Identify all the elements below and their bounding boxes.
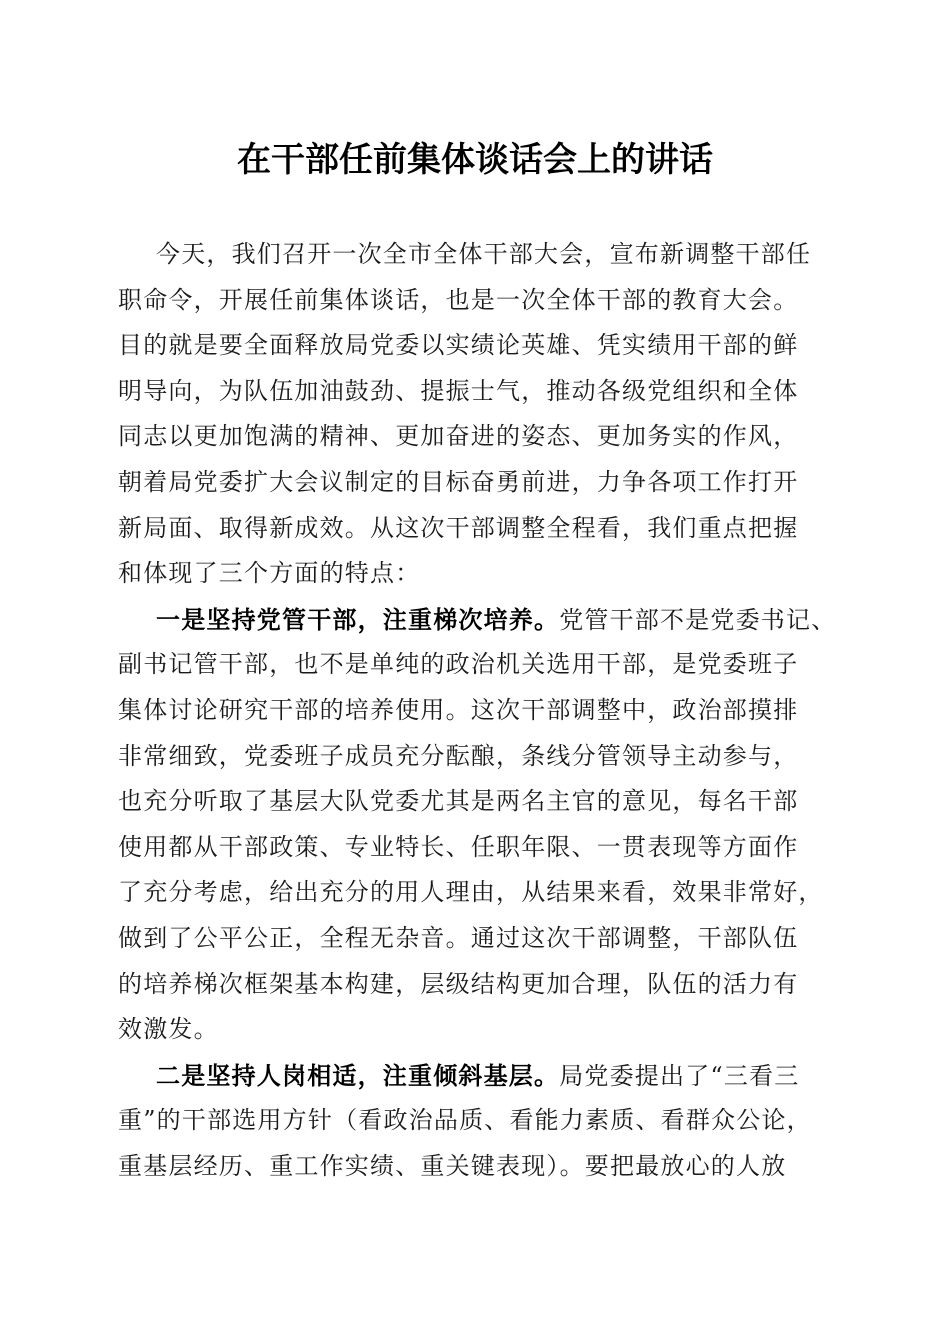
paragraph-line: 也充分听取了基层大队党委尤其是两名主官的意见，每名干部 [118,787,799,816]
paragraph-line: 今天，我们召开一次全市全体干部大会，宣布新调整干部任 [156,240,812,268]
paragraph-line: 集体讨论研究干部的培养使用。这次干部调整中，政治部摸排 [118,695,799,724]
section-one-first-line [118,597,836,643]
paragraph-line: 做到了公平公正，全程无杂音。通过这次干部调整，干部队伍 [118,923,799,952]
paragraph-line: 和体现了三个方面的特点： [118,559,421,588]
paragraph-line: 副书记管干部，也不是单纯的政治机关选用干部，是党委班子 [118,650,799,679]
paragraph-line: 朝着局党委扩大会议制定的目标奋勇前进，力争各项工作打开 [118,467,799,496]
section-heading-two: 二是坚持人岗相适，注重倾斜基层。 [156,1060,560,1090]
paragraph-line: 效激发。 [118,1015,219,1044]
page-title: 在干部任前集体谈话会上的讲话 [237,140,713,180]
paragraph-line: 使用都从干部政策、专业特长、任职年限、一贯表现等方面作 [118,832,799,861]
section-heading-one: 一是坚持党管干部，注重梯次培养。 [156,604,560,634]
paragraph-line: 同志以更加饱满的精神、更加奋进的姿态、更加务实的作风， [118,422,799,451]
paragraph-line: 目的就是要全面释放局党委以实绩论英雄、凭实绩用干部的鲜 [118,331,799,360]
paragraph-line: 明导向，为队伍加油鼓劲、提振士气，推动各级党组织和全体 [118,376,799,405]
paragraph-line: 的培养梯次框架基本构建，层级结构更加合理，队伍的活力有 [118,969,799,998]
paragraph-line: 重基层经历、重工作实绩、重关键表现）。要把最放心的人放 [118,1151,787,1180]
section-two-first-line [118,1053,836,1099]
paragraph-line-text: 党管干部不是党委书记、 [559,605,837,634]
paragraph-line: 重”的干部选用方针（看政治品质、看能力素质、看群众公论， [118,1106,812,1135]
document-body [118,232,836,1189]
paragraph-line: 了充分考虑，给出充分的用人理由，从结果来看，效果非常好， [118,878,824,907]
paragraph-line: 非常细致，党委班子成员充分酝酿，条线分管领导主动参与， [118,741,799,770]
paragraph-line-text: 局党委提出了“三看三 [559,1061,800,1090]
paragraph-line: 职命令，开展任前集体谈话，也是一次全体干部的教育大会。 [118,285,799,314]
paragraph-line: 新局面、取得新成效。从这次干部调整全程看，我们重点把握 [118,513,799,542]
